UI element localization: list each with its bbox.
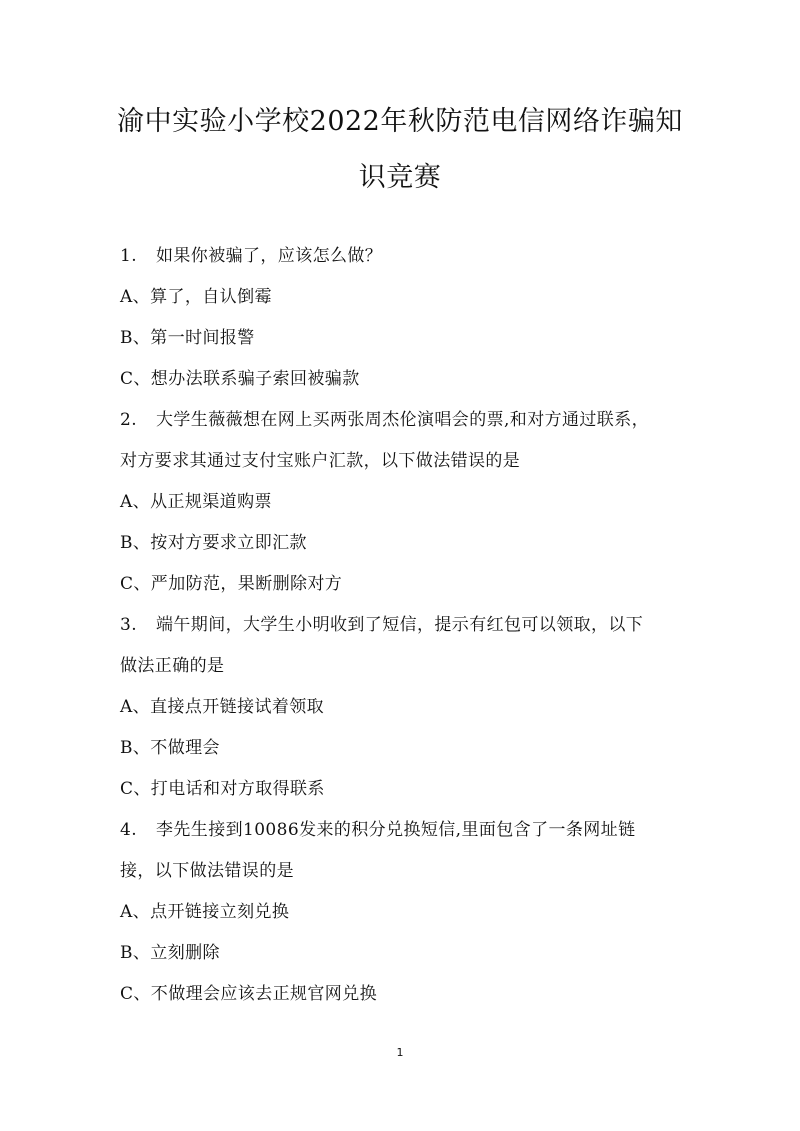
question-text: 如果你被骗了，应该怎么做？ (156, 246, 383, 266)
question-number: 4. (120, 820, 138, 840)
question-3-stem (120, 605, 700, 646)
question-1-stem (120, 236, 700, 277)
title-line-2: 识竞赛 (358, 162, 442, 193)
document-title (100, 94, 700, 206)
question-1-option-b: B、第一时间报警 (120, 328, 255, 348)
question-number: 1. (120, 246, 138, 266)
question-4-stem-continued: 接，以下做法错误的是 (120, 861, 294, 881)
question-number: 3. (120, 615, 138, 635)
question-3-stem-continued: 做法正确的是 (120, 656, 225, 676)
question-3-option-c: C、打电话和对方取得联系 (120, 779, 325, 799)
question-text: 大学生薇薇想在网上买两张周杰伦演唱会的票,和对方通过联系， (156, 410, 650, 430)
question-3-option-b: B、不做理会 (120, 738, 220, 758)
question-4-option-b: B、立刻删除 (120, 943, 220, 963)
question-3-option-a: A、直接点开链接试着领取 (120, 697, 325, 717)
question-number: 2. (120, 410, 138, 430)
question-4-option-c: C、不做理会应该去正规官网兑换 (120, 984, 378, 1004)
question-list (120, 236, 700, 1015)
question-4-option-a: A、点开链接立刻兑换 (120, 902, 290, 922)
question-4-stem (120, 810, 700, 851)
question-text: 李先生接到10086发来的积分兑换短信,里面包含了一条网址链 (156, 820, 636, 840)
title-line-1: 渝中实验小学校2022年秋防范电信网络诈骗知 (117, 106, 683, 137)
question-1-option-a: A、算了，自认倒霉 (120, 287, 272, 307)
question-2-option-a: A、从正规渠道购票 (120, 492, 272, 512)
question-2-stem (120, 400, 700, 441)
question-2-option-b: B、按对方要求立即汇款 (120, 533, 307, 553)
question-2-option-c: C、严加防范，果断删除对方 (120, 574, 343, 594)
question-2-stem-continued: 对方要求其通过支付宝账户汇款，以下做法错误的是 (120, 451, 521, 471)
page-number: 1 (396, 1046, 404, 1059)
question-1-option-c: C、想办法联系骗子索回被骗款 (120, 369, 360, 389)
question-text: 端午期间，大学生小明收到了短信，提示有红包可以领取，以下 (156, 615, 644, 635)
